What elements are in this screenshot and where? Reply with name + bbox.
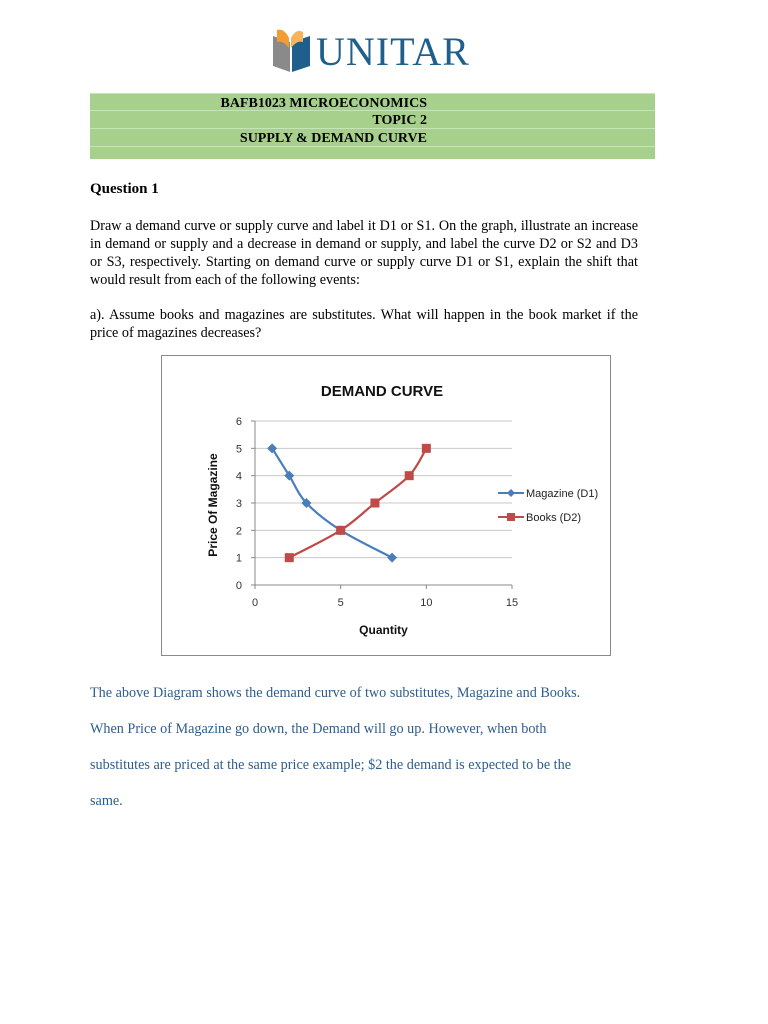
y-tick-label: 1 xyxy=(235,552,242,565)
y-tick-label: 3 xyxy=(235,498,242,510)
question-part-a: a). Assume books and magazines are substitutes. What will happen in the book market if the price of magazines decreases? xyxy=(90,307,638,341)
x-tick-label: 15 xyxy=(505,597,519,609)
y-tick-label: 5 xyxy=(235,443,242,456)
y-axis-label: Price Of Magazine xyxy=(206,453,220,557)
book-emblem-icon xyxy=(270,26,316,76)
answer-line-2: When Price of Magazine go down, the Demand will go up. However, when both xyxy=(90,721,547,737)
y-tick-label: 2 xyxy=(235,525,242,538)
legend-label: Books (D2) xyxy=(526,512,582,524)
course-code: BAFB1023 MICROECONOMICS xyxy=(220,96,427,111)
data-point xyxy=(370,499,379,508)
legend-label: Magazine (D1) xyxy=(526,488,599,500)
answer-line-4: same. xyxy=(90,793,123,809)
topic-title: SUPPLY & DEMAND CURVE xyxy=(239,131,427,146)
data-point xyxy=(284,471,294,481)
demand-curve-chart xyxy=(161,355,611,656)
course-header xyxy=(90,93,655,159)
brand-name: UNITAR xyxy=(316,29,470,74)
question-title: Question 1 xyxy=(90,181,159,197)
answer-line-1: The above Diagram shows the demand curve of two substitutes, Magazine and Books. xyxy=(90,685,581,701)
legend-marker xyxy=(507,489,515,497)
legend-marker xyxy=(507,513,515,521)
unitar-logo xyxy=(270,26,490,76)
data-point xyxy=(285,553,294,562)
topic-number: TOPIC 2 xyxy=(372,113,427,128)
x-tick-label: 0 xyxy=(251,597,259,609)
y-tick-label: 0 xyxy=(235,580,242,592)
data-point xyxy=(387,553,397,563)
y-tick-label: 6 xyxy=(235,416,242,428)
y-tick-label: 4 xyxy=(235,470,242,483)
x-axis-label: Quantity xyxy=(359,623,408,637)
question-intro: Draw a demand curve or supply curve and label it D1 or S1. On the graph, illustrate an increase in demand or supply and a decrease in demand or supply, and label the curve D2 or S2 and D3 or S3, respectively. Starting on demand curve or supply curve D1 or S1, explain the shift that would result from each of the following events: xyxy=(90,218,638,288)
chart-title: DEMAND CURVE xyxy=(320,383,444,400)
answer-line-3: substitutes are priced at the same price example; $2 the demand is expected to be the xyxy=(90,757,572,773)
x-tick-label: 10 xyxy=(420,597,433,609)
data-point xyxy=(405,471,414,480)
x-tick-label: 5 xyxy=(337,597,344,609)
data-point xyxy=(422,444,431,453)
data-point xyxy=(267,443,277,453)
data-point xyxy=(336,526,345,535)
chart-svg xyxy=(162,356,610,655)
